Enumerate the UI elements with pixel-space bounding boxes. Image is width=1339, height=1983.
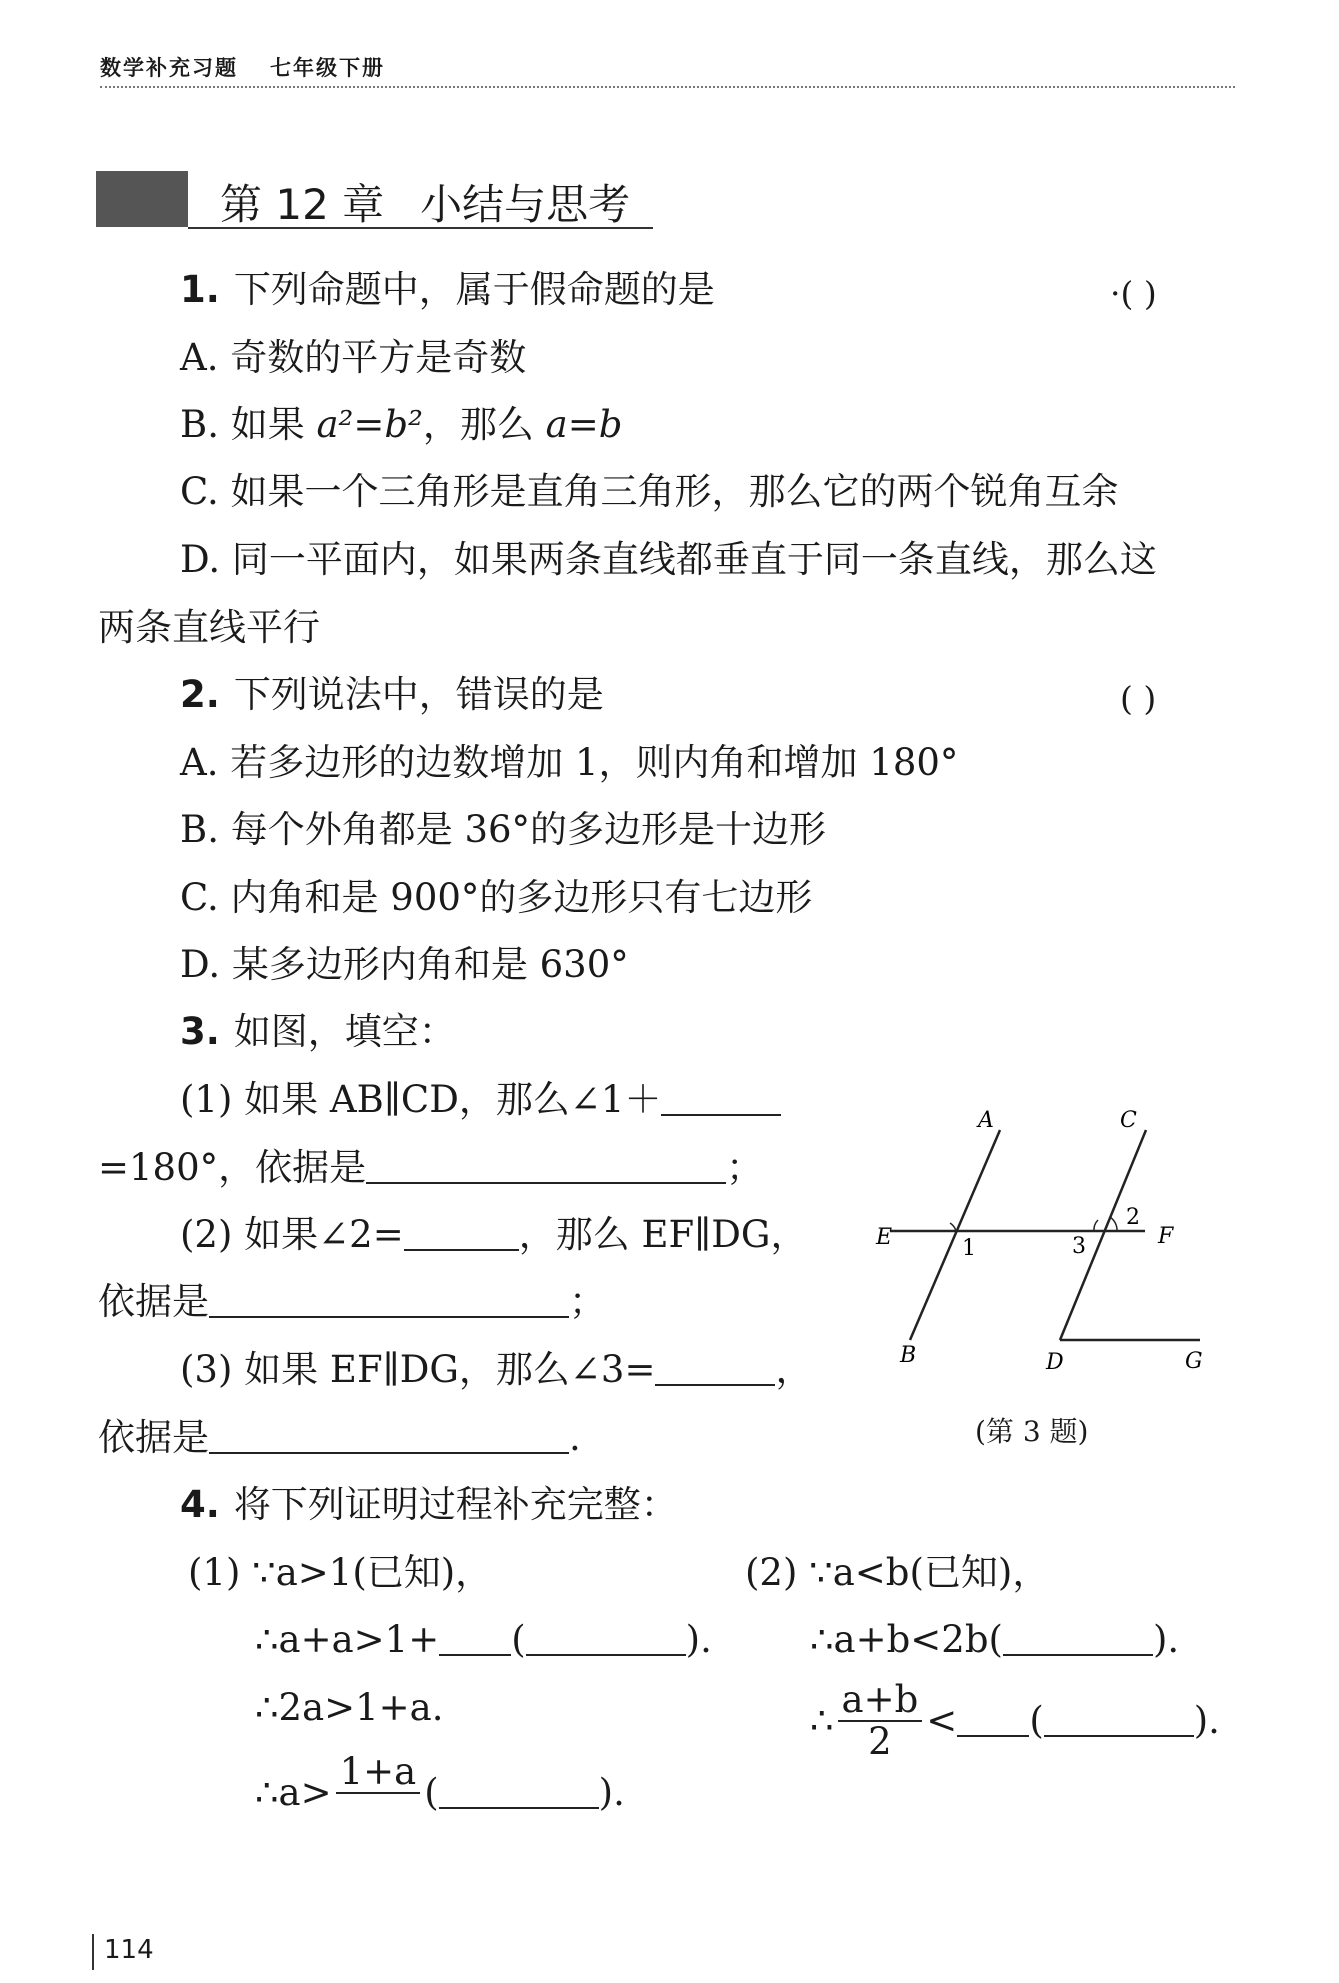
label-c: C: [1120, 1108, 1137, 1133]
q1-answer-paren: ·( ): [1110, 274, 1157, 313]
q3-figure: [870, 1100, 1230, 1400]
q3-figure-caption: (第 3 题): [975, 1415, 1089, 1448]
q4-right-line1: (2) ∵a<b(已知)，: [745, 1551, 1050, 1594]
q4-left-line2: [255, 1620, 712, 1660]
running-header: [100, 52, 417, 82]
q3-p1-reason-label: =180°，依据是: [98, 1146, 367, 1189]
q4-r3-therefore: ∴: [810, 1699, 834, 1742]
line-ab: [910, 1130, 1000, 1340]
q3-number: 3.: [180, 1010, 220, 1053]
q3-part2-line2: [98, 1282, 606, 1322]
q3-part3-line1: [180, 1350, 812, 1390]
q2-stem: [180, 675, 604, 715]
q3-part2-line1: [180, 1215, 807, 1255]
q3-p1-end: ；: [726, 1146, 764, 1189]
q2-option-d: D. 某多边形内角和是 630°: [180, 943, 629, 986]
q1-b-prefix: B. 如果: [180, 403, 317, 446]
q4-number: 4.: [180, 1483, 220, 1526]
q3-p3-end: .: [569, 1416, 581, 1459]
angle-3-arc: [1094, 1220, 1098, 1231]
q3-p2-text2: ，那么 EF∥DG，: [518, 1213, 808, 1256]
q3-p1-text: (1) 如果 AB∥CD，那么∠1＋: [180, 1078, 662, 1121]
label-d: D: [1046, 1350, 1064, 1375]
q1-b-math: a²=b²: [316, 403, 423, 446]
q1-option-d-cont: 两条直线平行: [98, 606, 320, 649]
q1-text: 下列命题中，属于假命题的是: [233, 268, 715, 311]
q4-l2-blank-reason[interactable]: [526, 1624, 686, 1656]
q4-r3-blank-value[interactable]: [957, 1705, 1029, 1737]
q2-number: 2.: [180, 673, 220, 716]
q3-p2-blank-reason[interactable]: [209, 1286, 569, 1318]
q4-r3-lt: <: [926, 1699, 958, 1742]
q1-b-math2: a=b: [545, 403, 623, 446]
q4-left-line4: [255, 1752, 625, 1834]
q4-l4-fraction: [336, 1752, 421, 1834]
angle-2-arc: [1110, 1217, 1117, 1231]
q4-r3-open: (: [1029, 1699, 1044, 1742]
q3-p3-comma: ，: [775, 1348, 813, 1391]
label-angle-1: 1: [962, 1236, 976, 1261]
header-divider: [100, 86, 1235, 88]
q4-right-line2: [810, 1620, 1179, 1660]
page-number-bar: [92, 1934, 94, 1970]
label-a: A: [978, 1108, 994, 1133]
q4-l4-numerator: 1+a: [339, 1750, 417, 1793]
q4-r2-blank-reason[interactable]: [1003, 1624, 1153, 1656]
q3-p3-text: (3) 如果 EF∥DG，那么∠3=: [180, 1348, 656, 1391]
q3-p3-reason-label: 依据是: [98, 1416, 209, 1459]
chapter-title: 小结与思考: [420, 180, 631, 229]
q4-right-line3: [810, 1680, 1220, 1762]
q3-part3-line2: [98, 1418, 581, 1458]
q4-l2-close: ).: [685, 1618, 712, 1661]
q4-l4-close: ).: [598, 1771, 625, 1814]
volume-title: 七年级下册: [270, 56, 385, 80]
q2-option-c: C. 内角和是 900°的多边形只有七边形: [180, 876, 813, 919]
chapter-number: 第 12 章: [220, 180, 385, 229]
q4-left-line1: (1) ∵a>1(已知)，: [188, 1551, 493, 1594]
q1-option-b: [180, 405, 622, 445]
q2-option-b: B. 每个外角都是 36°的多边形是十边形: [180, 808, 827, 851]
q4-left-line3: ∴2a>1+a.: [255, 1686, 444, 1729]
q2-text: 下列说法中，错误的是: [233, 673, 604, 716]
q4-r3-denominator: 2: [838, 1720, 923, 1762]
chapter-underline: [188, 227, 653, 229]
q2-option-a: A. 若多边形的边数增加 1，则内角和增加 180°: [180, 741, 959, 784]
label-f: F: [1158, 1224, 1174, 1249]
q2-answer-paren: ( ): [1120, 679, 1157, 718]
q1-option-a: A. 奇数的平方是奇数: [180, 336, 527, 379]
q4-l2-blank-value[interactable]: [439, 1624, 511, 1656]
q3-part1-line2: [98, 1148, 763, 1188]
q1-option-d: D. 同一平面内，如果两条直线都垂直于同一条直线，那么这: [180, 538, 1157, 581]
q4-l4-text: ∴a>: [255, 1771, 332, 1814]
q1-b-mid: ，那么: [422, 403, 546, 446]
label-g: G: [1185, 1349, 1203, 1374]
q3-p3-blank-reason[interactable]: [209, 1422, 569, 1454]
q4-r3-numerator: a+b: [841, 1678, 919, 1721]
q3-p2-end: ；: [569, 1280, 606, 1323]
q3-part1-line1: [180, 1080, 781, 1120]
q4-l4-blank-reason[interactable]: [439, 1777, 599, 1809]
q4-r3-close: ).: [1193, 1699, 1220, 1742]
book-title: 数学补充习题: [100, 56, 238, 80]
q4-l2-open: (: [511, 1618, 526, 1661]
label-b: B: [900, 1343, 917, 1368]
q3-p1-blank-angle[interactable]: [661, 1084, 781, 1116]
q3-p2-blank-angle[interactable]: [404, 1219, 519, 1251]
chapter-heading: [220, 172, 630, 232]
q3-p3-blank-angle[interactable]: [655, 1354, 775, 1386]
q4-r3-blank-reason[interactable]: [1044, 1705, 1194, 1737]
q4-stem: [180, 1485, 678, 1525]
q3-stem: [180, 1012, 456, 1052]
q1-stem: [180, 270, 715, 310]
label-e: E: [876, 1225, 893, 1250]
q3-p1-blank-reason[interactable]: [366, 1152, 726, 1184]
q4-text: 将下列证明过程补充完整：: [233, 1483, 678, 1526]
page-number: 114: [104, 1935, 154, 1965]
q4-r3-fraction: [838, 1680, 923, 1762]
q4-r2-text: ∴a+b<2b(: [810, 1618, 1003, 1661]
label-angle-3: 3: [1072, 1234, 1086, 1259]
q3-text: 如图，填空：: [233, 1010, 456, 1053]
q3-p2-text: (2) 如果∠2=: [180, 1213, 404, 1256]
chapter-marker: [96, 171, 188, 227]
q4-l4-denominator-blank[interactable]: [336, 1792, 421, 1834]
q1-number: 1.: [180, 268, 220, 311]
q4-r2-close: ).: [1152, 1618, 1180, 1661]
q4-l2-text: ∴a+a>1+: [255, 1618, 440, 1661]
label-angle-2: 2: [1126, 1205, 1140, 1230]
q3-p2-reason-label: 依据是: [98, 1280, 209, 1323]
q1-option-c: C. 如果一个三角形是直角三角形，那么它的两个锐角互余: [180, 470, 1119, 513]
q4-l4-open: (: [424, 1771, 439, 1814]
